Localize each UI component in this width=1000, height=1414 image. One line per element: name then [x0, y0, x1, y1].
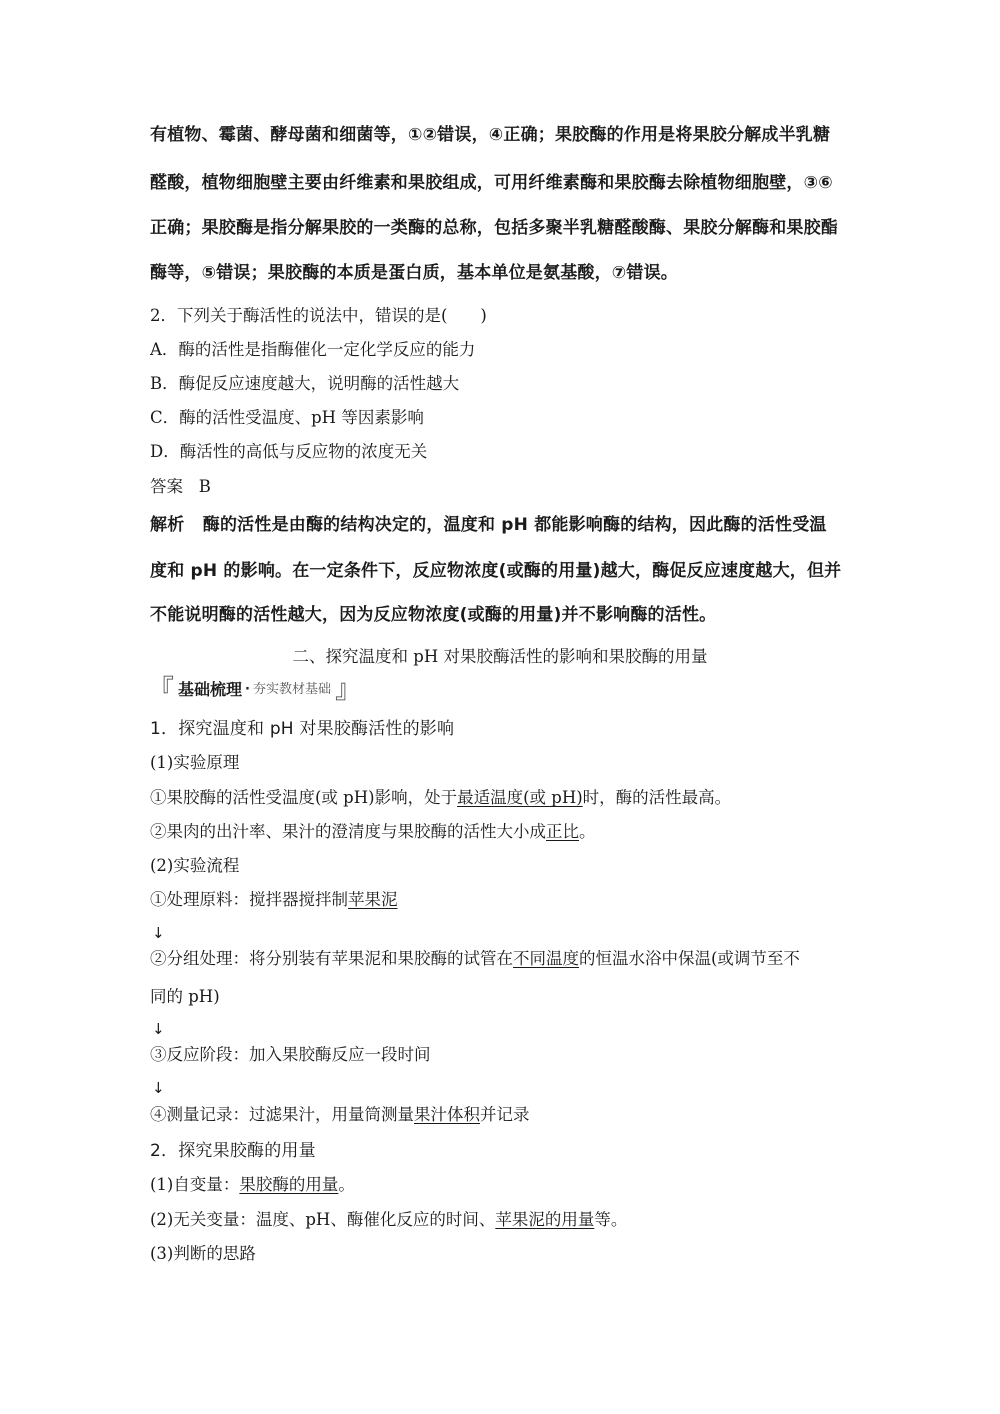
- arrow-down-icon: ↓: [152, 924, 165, 942]
- fill-blank: 正比: [546, 822, 579, 841]
- analysis-line-1: 有植物、霉菌、酵母菌和细菌等，①②错误，④正确；果胶酶的作用是将果胶分解成半乳糖: [150, 125, 831, 145]
- analysis-para-line-3: 不能说明酶的活性越大，因为反应物浓度(或酶的用量)并不影响酶的活性。: [150, 605, 717, 625]
- analysis-line-2: 醛酸，植物细胞壁主要由纤维素和果胶组成，可用纤维素酶和果胶酶去除植物细胞壁，③⑥: [150, 173, 833, 193]
- step-1: [150, 889, 398, 911]
- fill-blank: 不同温度: [513, 949, 579, 968]
- text: 。: [338, 1175, 355, 1194]
- text: (1)自变量：: [150, 1175, 240, 1194]
- option-b: B．酶促反应速度越大，说明酶的活性越大: [150, 374, 460, 393]
- answer-label: 答案: [150, 477, 183, 496]
- analysis-label: 解析: [150, 515, 185, 535]
- section-title: 二、探究温度和 pH 对果胶酶活性的影响和果胶酶的用量: [292, 647, 708, 666]
- step-2-cont: 同的 pH): [150, 987, 220, 1006]
- text: 等。: [594, 1210, 628, 1229]
- text: ①处理原料：搅拌器搅拌制: [150, 890, 348, 909]
- flow-heading: (2)实验流程: [150, 856, 240, 875]
- item-2: [150, 1209, 627, 1231]
- tag-dot: ·: [245, 682, 250, 697]
- step-2: [150, 948, 800, 970]
- analysis-line-3: 正确；果胶酶是指分解果胶的一类酶的总称，包括多聚半乳糖醛酸酶、果胶分解酶和果胶酯: [150, 218, 838, 238]
- text: 时，酶的活性最高。: [582, 788, 732, 807]
- analysis-text: 酶的活性是由酶的结构决定的，温度和 pH 都能影响酶的结构，因此酶的活性受温: [202, 515, 827, 535]
- principle-heading: (1)实验原理: [150, 753, 240, 772]
- question-stem: 2．下列关于酶活性的说法中，错误的是( ): [150, 306, 487, 325]
- text: 。: [579, 822, 596, 841]
- analysis-line-4: 酶等，⑤错误；果胶酶的本质是蛋白质，基本单位是氨基酸，⑦错误。: [150, 263, 678, 283]
- answer-line: [150, 476, 211, 498]
- analysis-para-line-2: 度和 pH 的影响。在一定条件下，反应物浓度(或酶的用量)越大，酶促反应速度越大，但并: [150, 561, 842, 581]
- fill-blank: 最适温度(或 pH): [457, 788, 583, 807]
- tag-sub: 夯实教材基础: [252, 682, 331, 697]
- tag-main: 基础梳理: [178, 680, 243, 699]
- basics-tag: [148, 675, 362, 705]
- text: (2)无关变量：温度、pH、酶催化反应的时间、: [150, 1210, 496, 1229]
- option-d: D．酶活性的高低与反应物的浓度无关: [150, 442, 428, 461]
- step-3: ③反应阶段：加入果胶酶反应一段时间: [150, 1045, 431, 1064]
- part1-heading: 1．探究温度和 pH 对果胶酶活性的影响: [150, 719, 455, 739]
- item-3: (3)判断的思路: [150, 1244, 256, 1263]
- text: ②果肉的出汁率、果汁的澄清度与果胶酶的活性大小成: [150, 822, 546, 841]
- principle-2: [150, 821, 596, 843]
- text: ①果胶酶的活性受温度(或 pH)影响，处于: [150, 788, 458, 807]
- option-c: C．酶的活性受温度、pH 等因素影响: [150, 408, 424, 427]
- option-a: A．酶的活性是指酶催化一定化学反应的能力: [150, 340, 476, 359]
- text: ②分组处理：将分别装有苹果泥和果胶酶的试管在: [150, 949, 513, 968]
- text: ④测量记录：过滤果汁，用量筒测量: [150, 1105, 414, 1124]
- arrow-down-icon: ↓: [152, 1020, 165, 1038]
- fill-blank: 果汁体积: [414, 1105, 480, 1124]
- arrow-down-icon: ↓: [152, 1079, 165, 1097]
- principle-1: [150, 787, 731, 809]
- step-4: [150, 1104, 530, 1126]
- fill-blank: 苹果泥的用量: [495, 1210, 595, 1229]
- tag-bracket-open: 『: [148, 675, 175, 705]
- fill-blank: 苹果泥: [348, 890, 398, 909]
- fill-blank: 果胶酶的用量: [239, 1175, 339, 1194]
- answer-value: B: [198, 477, 211, 496]
- item-1: [150, 1174, 355, 1196]
- analysis-para-line-1: [150, 514, 827, 536]
- text: 并记录: [480, 1105, 530, 1124]
- tag-bracket-close: 』: [335, 675, 362, 705]
- text: 的恒温水浴中保温(或调节至不: [579, 949, 800, 968]
- part2-heading: 2．探究果胶酶的用量: [150, 1141, 316, 1161]
